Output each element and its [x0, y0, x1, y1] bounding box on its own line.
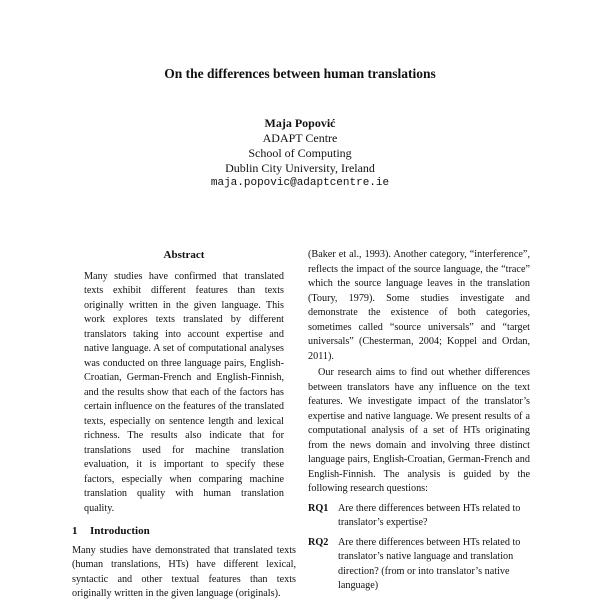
- right-column: [308, 248, 530, 594]
- author-affiliation: ADAPT Centre: [262, 131, 338, 145]
- research-question-1: [308, 502, 530, 531]
- author-block: [0, 116, 600, 191]
- section-heading-introduction: [72, 524, 296, 539]
- introduction-text: Many studies have demonstrated that translated texts (human translations, HTs) have different lexical, syntactic and other textual features than texts originally written in the given language (originals).: [72, 544, 296, 599]
- paragraph: Our research aims to find out whether differences between translators have any influence on the text features. We investigate impact of the translator’s expertise and native language. We present results of a computational analysis of a set of HTs originating from the news domain and involving three distinct language pairs, English-Croatian, German-French and English-Finnish. The analysis is guided by the following research questions:: [308, 367, 530, 494]
- left-column: [72, 248, 296, 602]
- rq-label: RQ1: [308, 502, 329, 514]
- rq-label: RQ2: [308, 536, 329, 548]
- author-name: Maja Popović: [264, 116, 336, 130]
- rq-text: Are there differences between HTs related to translator’s expertise?: [338, 502, 521, 528]
- paragraph: (Baker et al., 1993). Another category, “interference”, reflects the impact of the source language, the “trace” which the source language leaves in the translation (Toury, 1979). Some studies investigate and demonstrate the existence of both categories, sometimes called “source universals” and “target universals” (Chesterman, 2004; Koppel and Ordan, 2011).: [308, 249, 530, 362]
- research-question-2: [308, 536, 530, 594]
- author-email: maja.popovic@adaptcentre.ie: [210, 177, 390, 189]
- rq-text: Are there differences between HTs related to translator’s native language and translation direction? (from or into translator’s native language): [338, 536, 521, 591]
- abstract-text: Many studies have confirmed that translated texts exhibit different features than texts originally written in the given language. This work explores texts translated by different translators taking into account expertise and native language. A set of computational analyses was conducted on three language pairs, English-Croatian, German-French and English-Finnish, and the results show that each of the factors has certain influence on the features of the translated texts, especially on sentence length and lexical richness. The results also indicate that for translations used for machine translation evaluation, it is important to specify these factors, especially when comparing machine translation quality with human translation quality.: [84, 270, 284, 514]
- paper-title: On the differences between human translations: [164, 66, 436, 81]
- section-title: Introduction: [90, 525, 150, 537]
- abstract-heading: Abstract: [163, 249, 205, 261]
- author-affiliation: School of Computing: [248, 146, 352, 160]
- author-affiliation: Dublin City University, Ireland: [225, 161, 375, 175]
- section-number: 1: [72, 525, 78, 537]
